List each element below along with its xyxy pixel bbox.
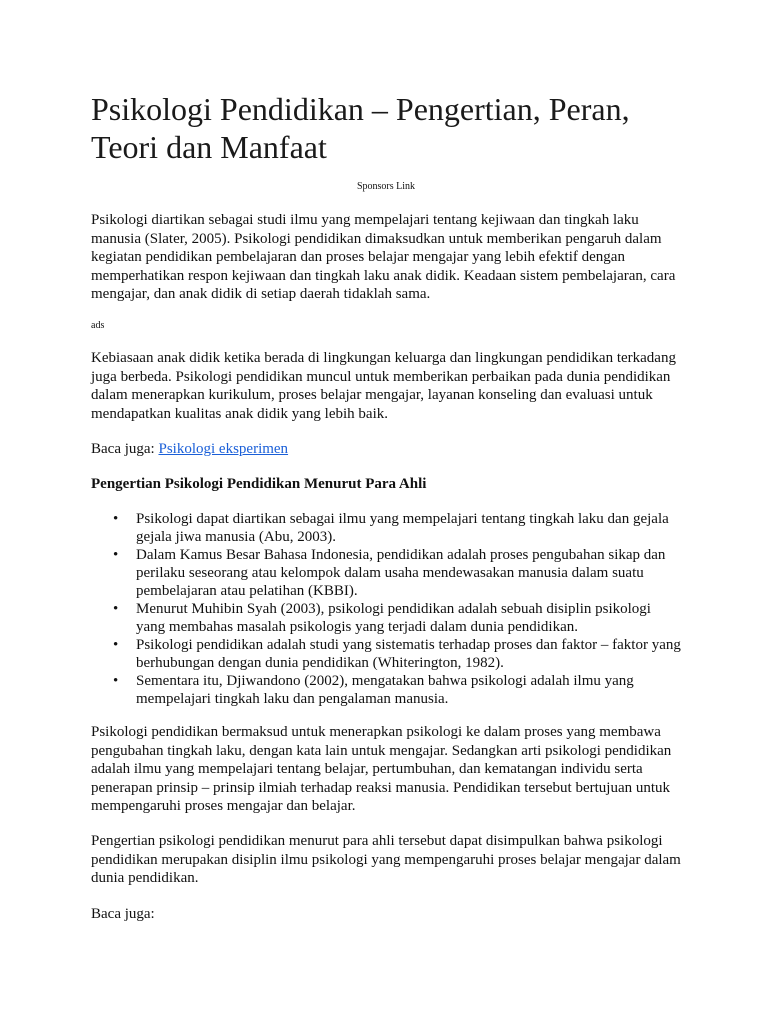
- article-title: Psikologi Pendidikan – Pengertian, Peran, Teori dan Manfaat: [91, 91, 630, 165]
- bullet-icon: •: [113, 673, 119, 689]
- paragraph-4: Pengertian psikologi pendidikan menurut para ahli tersebut dapat disimpulkan bahwa psikologi pendidikan merupakan disiplin ilmu psikologi yang mempengaruhi proses belajar mengajar dalam dunia pendidikan.: [91, 833, 681, 886]
- read-also-link[interactable]: Psikologi eksperimen: [158, 441, 289, 457]
- paragraph-3: Psikologi pendidikan bermaksud untuk menerapkan psikologi ke dalam proses yang membawa pengubahan tingkah laku, dengan kata lain untuk mengajar. Sedangkan arti psikologi pendidikan adalah ilmu yang mempelajari tentang belajar, pertumbuhan, dan kematangan individu serta penerapan prinsip – prinsip ilmiah terhadap reaksi manusia. Pendidikan tersebut bertujuan untuk mempengaruhi proses mengajar dan belajar.: [91, 724, 672, 814]
- list-item-text: Sementara itu, Djiwandono (2002), mengatakan bahwa psikologi adalah ilmu yang mempelajari tingkah laku dan pengalaman manusia.: [136, 673, 634, 707]
- list-item-text: Menurut Muhibin Syah (2003), psikologi pendidikan adalah sebuah disiplin psikologi yang membahas masalah psikologis yang terjadi dalam dunia pendidikan.: [136, 601, 651, 635]
- list-item: [91, 510, 681, 546]
- paragraph-2: Kebiasaan anak didik ketika berada di lingkungan keluarga dan lingkungan pendidikan terkadang juga berbeda. Psikologi pendidikan muncul untuk memberikan perbaikan pada dunia pendidikan dalam menerapkan kurikulum, proses belajar mengajar, layanan konseling dan evaluasi untuk mendapatkan kualitas anak didik yang lebih baik.: [91, 350, 676, 422]
- bullet-icon: •: [113, 547, 119, 563]
- ads-label: ads: [91, 320, 105, 331]
- list-item: [91, 546, 681, 600]
- list-item: [91, 672, 681, 708]
- read-also-label-bottom: Baca juga:: [91, 906, 155, 922]
- intro-paragraph: Psikologi diartikan sebagai studi ilmu yang mempelajari tentang kejiwaan dan tingkah laku manusia (Slater, 2005). Psikologi pendidikan dimaksudkan untuk memberikan pengaruh dalam kegiatan pendidikan pembelajaran dan proses belajar mengajar yang lebih efektif dengan memperhatikan respon kejiwaan dan tingkah laku anak didik. Keadaan sistem pembelajaran, cara mengajar, dan anak didik di setiap daerah tidaklah sama.: [91, 212, 676, 302]
- list-item-text: Psikologi dapat diartikan sebagai ilmu yang mempelajari tentang tingkah laku dan gejala gejala jiwa manusia (Abu, 2003).: [136, 511, 669, 545]
- bullet-icon: •: [113, 601, 119, 617]
- read-also-line: [91, 440, 681, 459]
- sponsor-label: Sponsors Link: [356, 181, 416, 192]
- list-item: [91, 600, 681, 636]
- section-heading: Pengertian Psikologi Pendidikan Menurut Para Ahli: [91, 476, 427, 492]
- definitions-list: [91, 510, 681, 708]
- list-item-text: Dalam Kamus Besar Bahasa Indonesia, pendidikan adalah proses pengubahan sikap dan perilaku seseorang atau kelompok dalam usaha mendewasakan manusia dalam suatu pembelajaran atau pelatihan (KBBI).: [136, 547, 666, 599]
- list-item: [91, 636, 681, 672]
- bullet-icon: •: [113, 637, 119, 653]
- list-item-text: Psikologi pendidikan adalah studi yang sistematis terhadap proses dan faktor – faktor yang berhubungan dengan dunia pendidikan (Whiterington, 1982).: [136, 637, 681, 671]
- read-also-label: Baca juga:: [91, 441, 155, 457]
- bullet-icon: •: [113, 511, 119, 527]
